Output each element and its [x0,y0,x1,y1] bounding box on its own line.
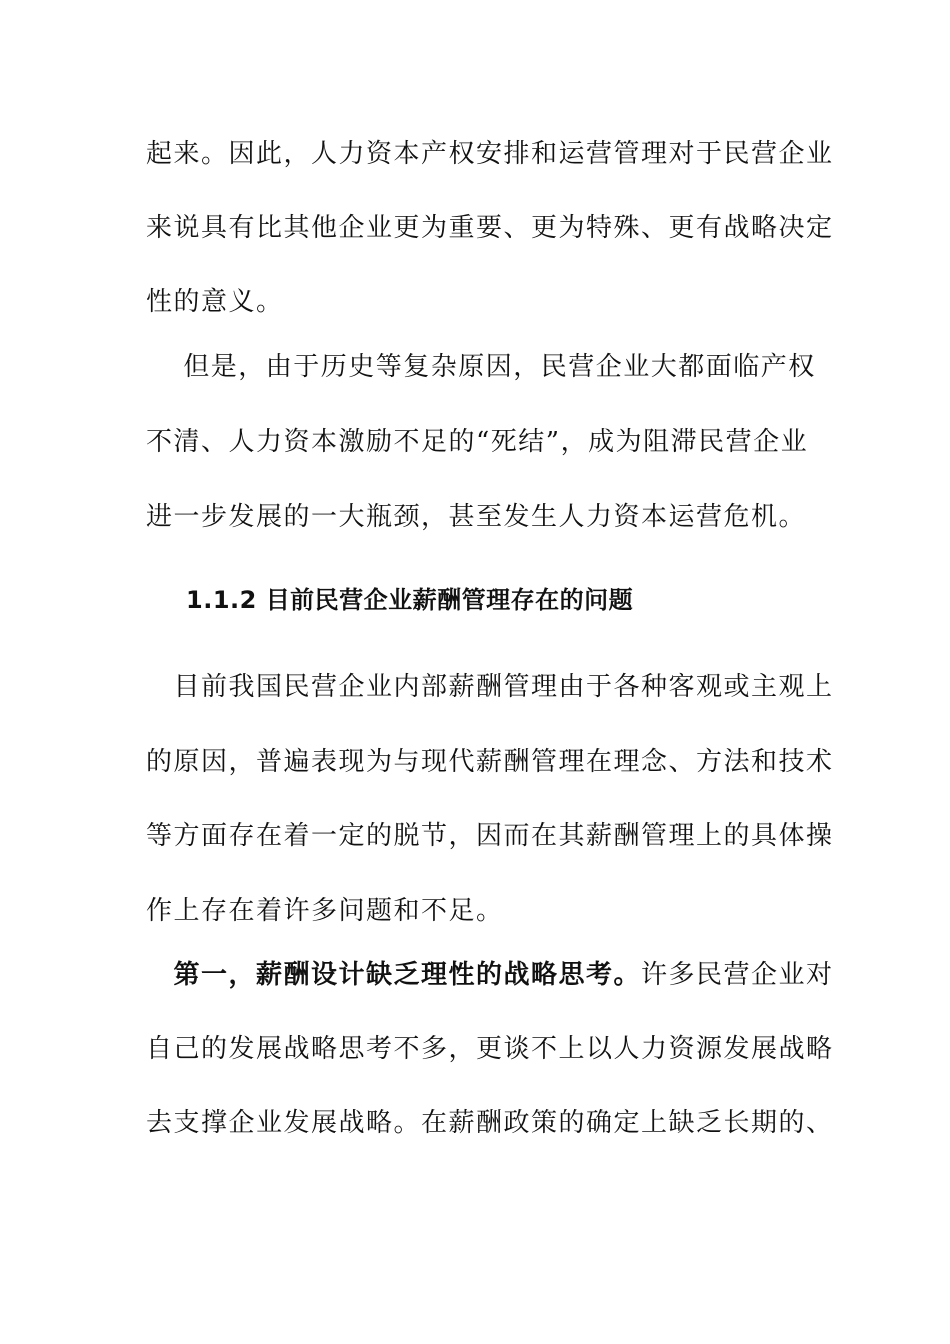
paragraph-line: 自己的发展战略思考不多，更谈不上以人力资源发展战略 [146,1034,834,1064]
paragraph-line: 作上存在着许多问题和不足。 [146,896,504,926]
bold-lead-text: 第一，薪酬设计缺乏理性的战略思考。 [146,960,642,990]
paragraph-line: 来说具有比其他企业更为重要、更为特殊、更有战略决定 [146,213,834,243]
paragraph-line: 性的意义。 [146,287,284,317]
paragraph-line: 不清、人力资本激励不足的“死结”，成为阻滞民营企业 [146,427,809,457]
paragraph-line [146,958,834,992]
paragraph-line: 但是，由于历史等复杂原因，民营企业大都面临产权 [146,352,816,382]
paragraph-line: 的原因，普遍表现为与现代薪酬管理在理念、方法和技术 [146,747,834,777]
paragraph-text: 许多民营企业对 [641,960,834,990]
paragraph-line: 等方面存在着一定的脱节，因而在其薪酬管理上的具体操 [146,821,834,851]
paragraph-line: 进一步发展的一大瓶颈，甚至发生人力资本运营危机。 [146,502,807,532]
paragraph-line: 目前我国民营企业内部薪酬管理由于各种客观或主观上 [146,672,834,702]
paragraph-line: 去支撑企业发展战略。在薪酬政策的确定上缺乏长期的、 [146,1108,834,1138]
paragraph-line: 起来。因此，人力资本产权安排和运营管理对于民营企业 [146,139,834,169]
section-heading: 1.1.2 目前民营企业薪酬管理存在的问题 [186,586,634,614]
